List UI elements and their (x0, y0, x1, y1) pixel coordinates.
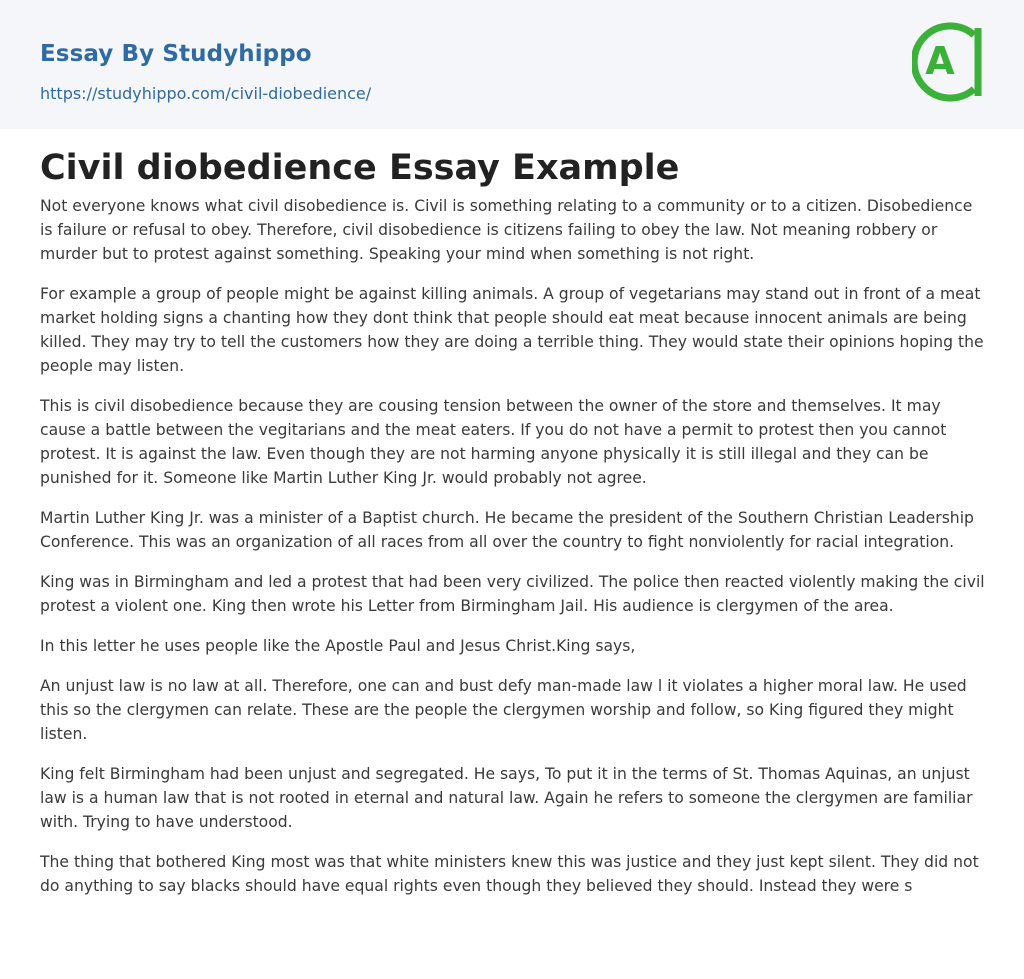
article-title: Civil diobedience Essay Example (40, 148, 680, 188)
paragraph: An unjust law is no law at all. Therefore, one can and bust defy man-made law l it violates a higher moral law. He used this so the clergymen can relate. These are the people the clergymen worship and follow, so King figured they might listen. (40, 677, 967, 743)
page-url-link[interactable]: https://studyhippo.com/civil-diobedience/ (40, 84, 372, 103)
paragraph: For example a group of people might be against killing animals. A group of vegetarians may stand out in front of a meat market holding signs a chanting how they dont think that people should eat meat because innocent animals are being killed. They may try to tell the customers how they are doing a terrible thing. They would state their opinions hoping the people may listen. (40, 285, 984, 375)
paragraph: King was in Birmingham and led a protest that had been very civilized. The police then reacted violently making the civil protest a violent one. King then wrote his Letter from Birmingham Jail. His audience is clergymen of the area. (40, 573, 985, 615)
paragraph: The thing that bothered King most was that white ministers knew this was justice and they just kept silent. They did not do anything to say blacks should have equal rights even though they believed they should. Instead they were s (40, 853, 979, 895)
paragraph: Not everyone knows what civil disobedience is. Civil is something relating to a community or to a citizen. Disobedience is failure or refusal to obey. Therefore, civil disobedience is citizens failing to obey the law. Not meaning robbery or murder but to protest against something. Speaking your mind when something is not right. (40, 197, 973, 263)
site-brand[interactable]: Essay By Studyhippo (40, 41, 312, 67)
article-body (40, 194, 988, 914)
paragraph: King felt Birmingham had been unjust and segregated. He says, To put it in the terms of St. Thomas Aquinas, an unjust law is a human law that is not rooted in eternal and natural law. Again he refers to someone the clergymen are familiar with. Trying to have understood. (40, 765, 973, 831)
paragraph: Martin Luther King Jr. was a minister of a Baptist church. He became the president of the Southern Christian Leadership Conference. This was an organization of all races from all over the country to fight nonviolently for racial integration. (40, 509, 974, 551)
paragraph: In this letter he uses people like the Apostle Paul and Jesus Christ.King says, (40, 637, 636, 655)
studyhippo-logo-icon[interactable] (912, 18, 988, 106)
paragraph: This is civil disobedience because they are cousing tension between the owner of the store and themselves. It may cause a battle between the vegitarians and the meat eaters. If you do not have a permit to protest then you cannot protest. It is against the law. Even though they are not harming anyone physically it is still illegal and they can be punished for it. Someone like Martin Luther King Jr. would probably not agree. (40, 397, 947, 487)
logo-letter: A (925, 39, 955, 83)
